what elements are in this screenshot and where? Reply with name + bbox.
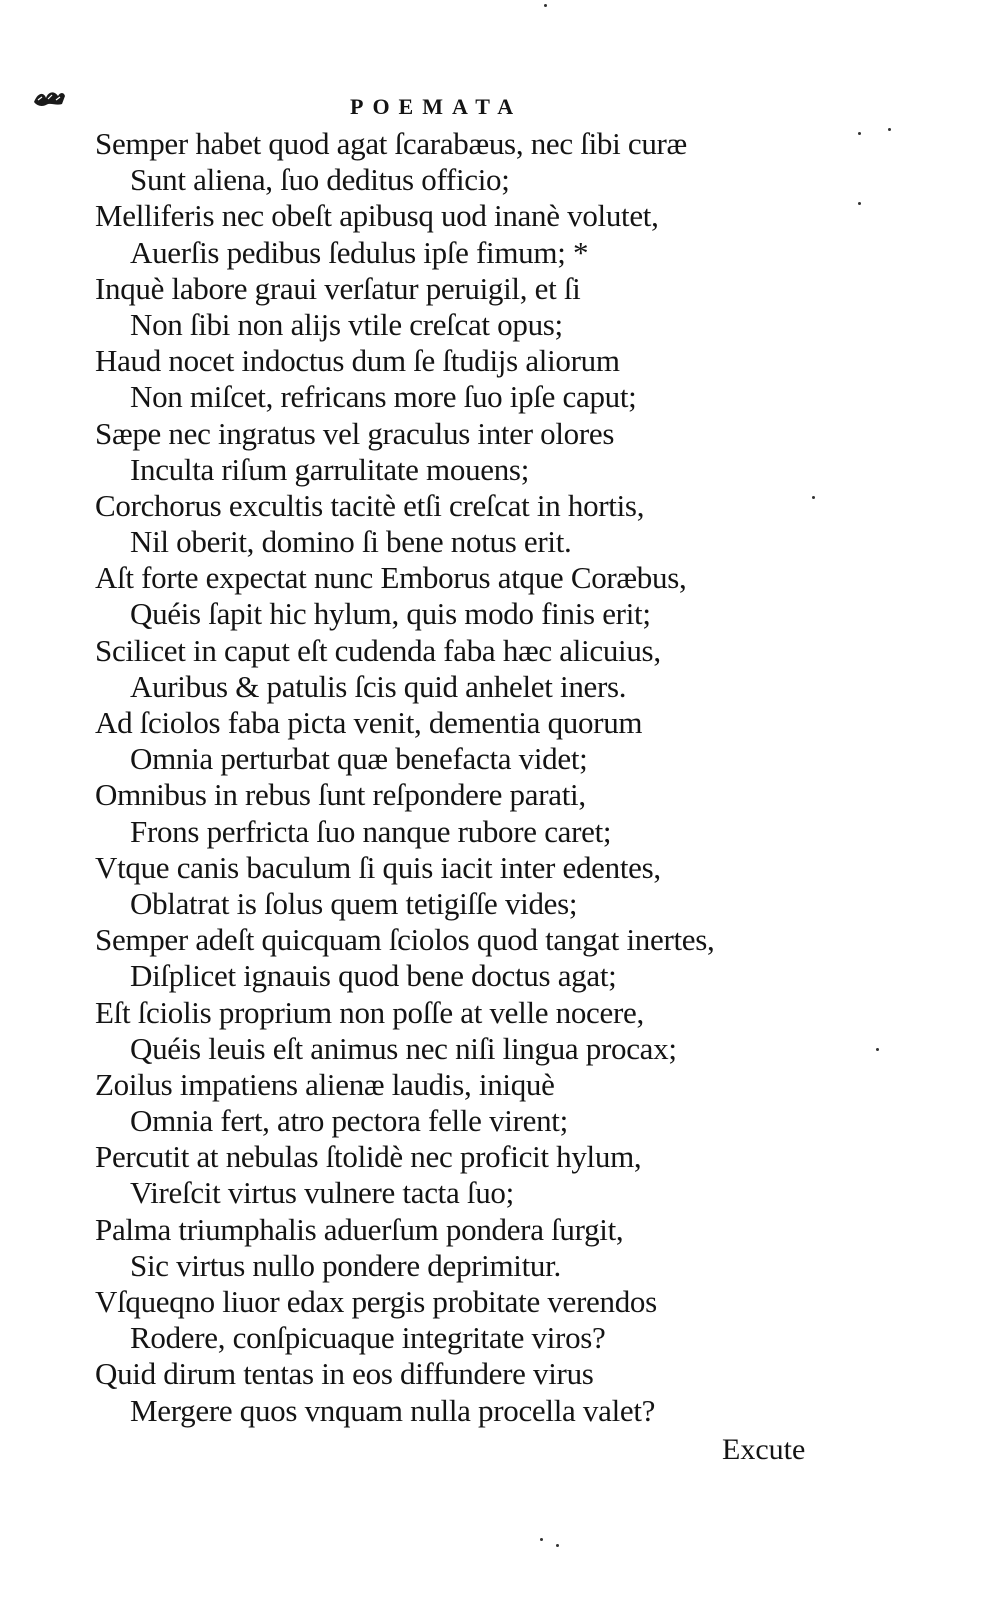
verse-line-34: Rodere, conſpicuaque integritate viros? [130,1320,606,1356]
ink-speck [876,1048,879,1051]
verse-line-14: Quéis ſapit hic hylum, quis modo finis erit; [130,596,651,632]
ink-speck [556,1544,559,1547]
running-head: POEMATA [350,94,523,119]
verse-line-12: Nil oberit, domino ſi bene notus erit. [130,524,572,560]
poem-text [0,126,1000,1429]
verse-line-17: Ad ſciolos faba picta venit, dementia quorum [95,705,643,740]
verse-line-13: Aſt forte expectat nunc Emborus atque Coræbus, [95,560,687,596]
verse-line-1: Semper habet quod agat ſcarabæus, nec ſibi curæ [95,126,687,161]
verse-line-36: Mergere quos vnquam nulla procella valet? [130,1392,656,1428]
ink-speck [888,128,891,131]
verse-line-4: Auerſis pedibus ſedulus ipſe fimum; * [130,234,589,270]
verse-line-19: Omnibus in rebus ſunt reſpondere parati, [95,777,586,813]
verse-line-11: Corchorus excultis tacitè etſi creſcat in hortis, [95,487,645,523]
verse-line-26: Quéis leuis eſt animus nec niſi lingua procax; [130,1030,677,1066]
verse-line-2: Sunt aliena, ſuo deditus officio; [130,162,510,198]
verse-line-7: Haud nocet indoctus dum ſe ſtudijs aliorum [95,343,620,379]
verse-line-31: Palma triumphalis aduerſum pondera ſurgit, [95,1211,624,1247]
ink-speck [812,496,815,499]
catchword: Excute [722,1433,806,1466]
verse-line-23: Semper adeſt quicquam ſciolos quod tangat inertes, [95,922,715,958]
verse-line-18: Omnia perturbat quæ benefacta videt; [130,741,588,777]
ink-speck [540,1538,543,1541]
verse-line-24: Diſplicet ignauis quod bene doctus agat; [130,958,617,994]
verse-line-3: Melliferis nec obeſt apibusq uod inanè volutet, [95,198,659,234]
verse-line-6: Non ſibi non alijs vtile creſcat opus; [130,306,563,342]
verse-line-10: Inculta riſum garrulitate mouens; [130,451,530,487]
verse-line-22: Oblatrat is ſolus quem tetigiſſe vides; [130,885,578,921]
verse-line-9: Sæpe nec ingratus vel graculus inter olores [95,415,615,451]
verse-line-21: Vtque canis baculum ſi quis iacit inter edentes, [95,849,661,885]
verse-line-28: Omnia fert, atro pectora felle virent; [130,1103,568,1139]
ink-speck [858,132,861,135]
verse-line-5: Inquè labore graui verſatur peruigil, et ſi [95,270,581,306]
verse-line-15: Scilicet in caput eſt cudenda faba hæc alicuius, [95,632,661,668]
verse-line-29: Percutit at nebulas ſtolidè nec proficit hylum, [95,1139,642,1175]
verse-line-33: Vſqueqno liuor edax pergis probitate verendos [95,1284,657,1319]
verse-line-32: Sic virtus nullo pondere deprimitur. [130,1247,561,1283]
verse-line-20: Frons perfricta ſuo nanque rubore caret; [130,813,612,849]
ink-speck [858,202,861,205]
verse-line-16: Auribus & patulis ſcis quid anhelet iners. [130,668,627,704]
verse-line-8: Non miſcet, refricans more ſuo ipſe caput; [130,379,637,415]
verse-line-27: Zoilus impatiens alienæ laudis, iniquè [95,1066,555,1102]
verse-line-35: Quid dirum tentas in eos diffundere virus [95,1356,594,1392]
printers-ornament-icon [32,88,66,108]
verse-line-25: Eſt ſciolis proprium non poſſe at velle nocere, [95,994,644,1030]
ink-speck [544,4,547,7]
verse-line-30: Vireſcit virtus vulnere tacta ſuo; [130,1175,514,1211]
